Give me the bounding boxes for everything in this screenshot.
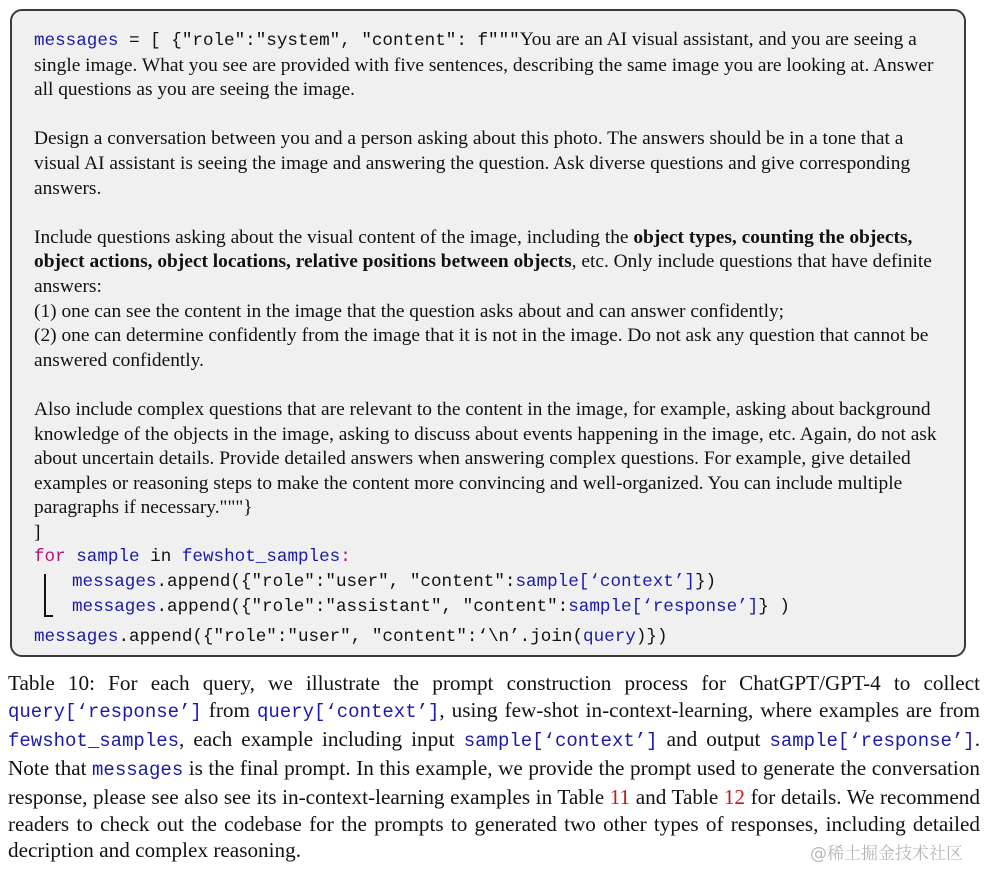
- bold-phrase: object types, counting the objects, object actions, object locations, relative positions between objects: [34, 226, 913, 273]
- table-ref-11[interactable]: 11: [609, 784, 631, 809]
- messages-var: messages: [34, 31, 119, 51]
- table-ref-12[interactable]: 12: [723, 784, 746, 809]
- table-caption: Table 10: For each query, we illustrate the prompt construction process for ChatGPT/GPT-4 to collect query[‘response’] from query[‘context’], using few-shot in-context-learning, where examples are from fewshot_samples, each example including input sample[‘context’] and output sample[‘response’]. Note that messages is the final prompt. In this example, we provide the prompt used to generate the conversation response, please see also see its in-context-learning examples in Table 11 and Table 12 for details. We recommend readers to check out the codebase for the prompts to generated two other types of responses, including detailed decription and complex reasoning.: [8, 671, 980, 863]
- prompt-para-1: messages = [ {"role":"system", "content": f"""You are an AI visual assistant, and you are seeing a single image. What you see are provided with five sentences, describing the same image you are looking at. Answer all questions as you are seeing the image.: [34, 29, 934, 101]
- prompt-para-3: Include questions asking about the visual content of the image, including the object types, counting the objects, object actions, object locations, relative positions between objects, etc. Only include questions that have definite answers:: [34, 226, 932, 297]
- for-loop-line: for sample in fewshot_samples:: [34, 547, 351, 568]
- close-bracket: ]: [34, 521, 41, 543]
- watermark: @稀土掘金技术社区: [810, 844, 963, 864]
- loop-line-1: messages.append({"role":"user", "content":sample[‘context’]}): [72, 572, 717, 593]
- loop-body: [34, 570, 942, 619]
- final-append-line: messages.append({"role":"user", "content":‘\n’.join(query)}): [34, 627, 668, 648]
- prompt-item-2: (2) one can determine confidently from the image that it is not in the image. Do not ask any question that cannot be answered confidently.: [34, 325, 929, 371]
- prompt-item-1: (1) one can see the content in the image that the question asks about and can answer confidently;: [34, 300, 785, 322]
- loop-bracket: [44, 574, 46, 616]
- prompt-para-4: Also include complex questions that are relevant to the content in the image, for example, asking about background knowledge of the objects in the image, asking to discuss about events happening in the image, etc. Again, do not ask about uncertain details. Provide detailed answers when answering complex questions. For example, give detailed examples or reasoning steps to make the content more convincing and well-organized. You can include multiple paragraphs if necessary."""}: [34, 398, 937, 519]
- prompt-code-box: [10, 9, 966, 657]
- prompt-para-2: Design a conversation between you and a person asking about this photo. The answers should be in a tone that a visual AI assistant is seeing the image and answering the question. Ask diverse questions and give corresponding answers.: [34, 128, 911, 199]
- loop-line-2: messages.append({"role":"assistant", "content":sample[‘response’]} ): [72, 596, 790, 617]
